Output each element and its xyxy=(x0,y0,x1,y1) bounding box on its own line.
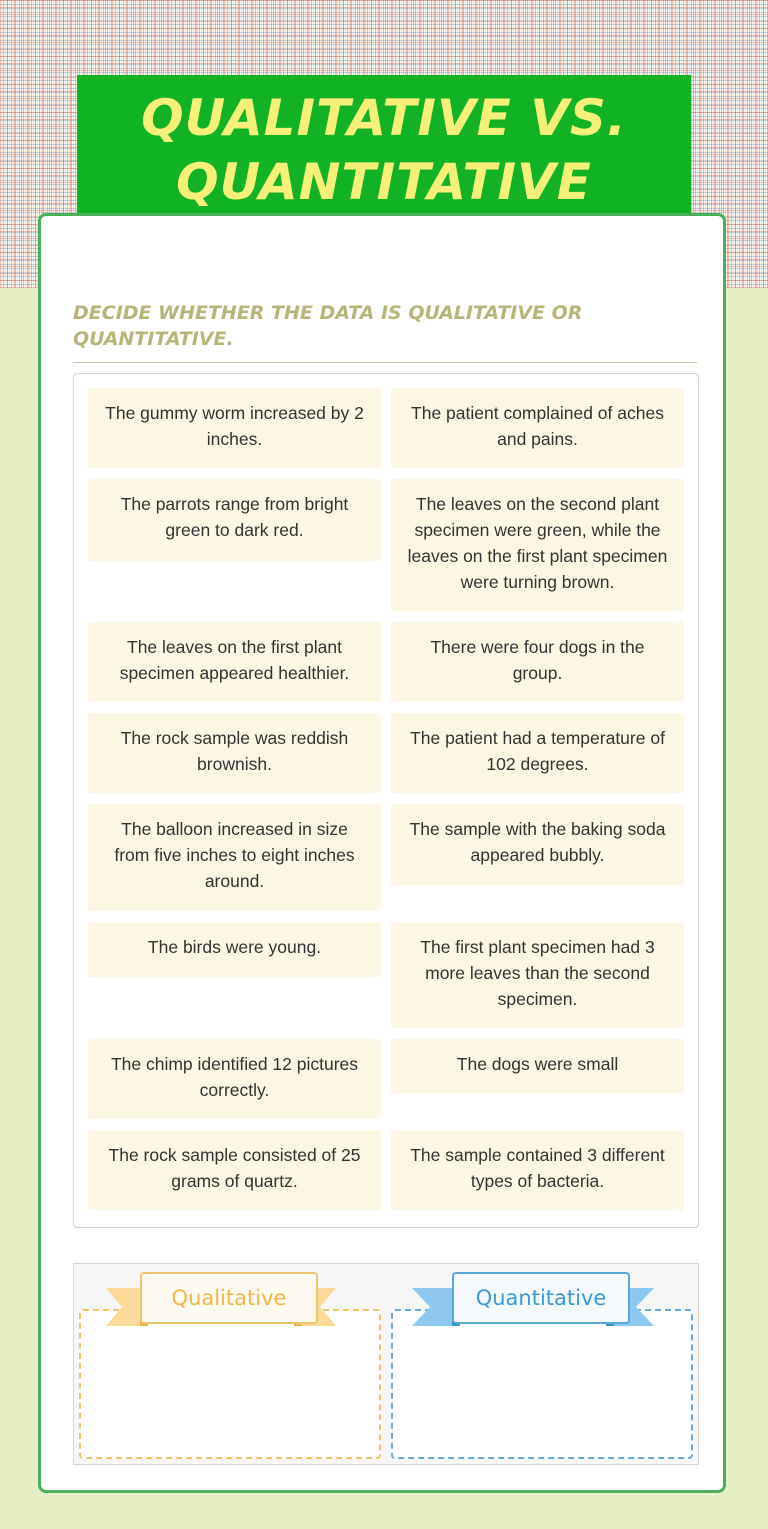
drag-item[interactable]: The leaves on the first plant specimen appeared healthier. xyxy=(88,622,381,702)
instructions-heading: DECIDE WHETHER THE DATA IS QUALITATIVE OR QUANTITATIVE. xyxy=(73,300,697,363)
title-banner xyxy=(77,75,691,225)
category-drop-area xyxy=(73,1263,699,1465)
drag-item[interactable]: The parrots range from bright green to dark red. xyxy=(88,479,381,561)
drag-item[interactable]: The rock sample consisted of 25 grams of quartz. xyxy=(88,1130,381,1210)
qualitative-ribbon xyxy=(78,1272,364,1334)
drag-item[interactable]: The chimp identified 12 pictures correctly. xyxy=(88,1039,381,1119)
drag-item[interactable]: The patient had a temperature of 102 degrees. xyxy=(391,713,684,793)
drag-item[interactable]: There were four dogs in the group. xyxy=(391,622,684,702)
page-title: QUALITATIVE VS. QUANTITATIVE xyxy=(141,89,627,211)
drag-item[interactable]: The patient complained of aches and pains. xyxy=(391,388,684,468)
drag-item[interactable]: The sample contained 3 different types of bacteria. xyxy=(391,1130,684,1210)
quantitative-ribbon xyxy=(390,1272,676,1334)
drag-item[interactable]: The leaves on the second plant specimen were green, while the leaves on the first plant specimen were turning brown. xyxy=(391,479,684,611)
drag-item[interactable]: The birds were young. xyxy=(88,922,381,977)
drag-item[interactable]: The gummy worm increased by 2 inches. xyxy=(88,388,381,468)
worksheet-card xyxy=(38,213,726,1493)
drag-item[interactable]: The first plant specimen had 3 more leaves than the second specimen. xyxy=(391,922,684,1028)
quantitative-label: Quantitative xyxy=(452,1272,630,1324)
drag-item[interactable]: The sample with the baking soda appeared bubbly. xyxy=(391,804,684,886)
drag-item[interactable]: The balloon increased in size from five inches to eight inches around. xyxy=(88,804,381,911)
draggable-items-area xyxy=(73,373,699,1228)
drag-item[interactable]: The rock sample was reddish brownish. xyxy=(88,713,381,793)
drag-item[interactable]: The dogs were small xyxy=(391,1039,684,1094)
qualitative-label: Qualitative xyxy=(140,1272,318,1324)
